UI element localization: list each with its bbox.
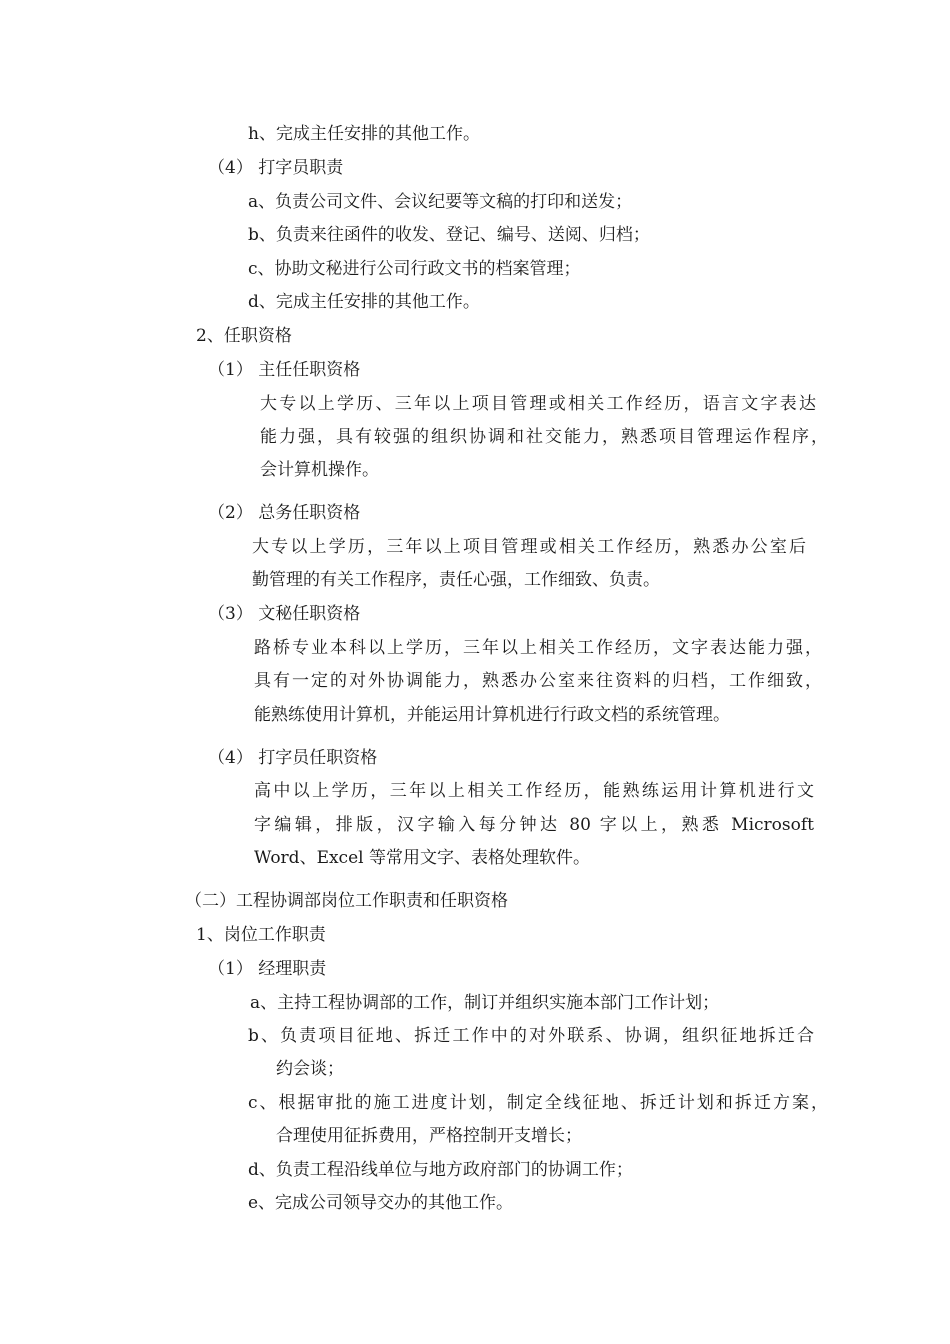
list-item-continuation: 合理使用征拆费用，严格控制开支增长；	[276, 1126, 582, 1146]
sub-heading: （2） 总务任职资格	[208, 503, 361, 523]
paragraph-line: 能熟练使用计算机，并能运用计算机进行行政文档的系统管理。	[254, 705, 730, 725]
paragraph-line: 大专以上学历，三年以上项目管理或相关工作经历，熟悉办公室后	[252, 537, 806, 557]
list-item: c、根据审批的施工进度计划，制定全线征地、拆迁计划和拆迁方案，	[248, 1093, 828, 1113]
section-heading: 1、岗位工作职责	[196, 925, 326, 945]
list-item: d、负责工程沿线单位与地方政府部门的协调工作；	[248, 1160, 633, 1180]
chapter-heading: （二）工程协调部岗位工作职责和任职资格	[185, 891, 508, 911]
sub-heading: （3） 文秘任职资格	[208, 604, 361, 624]
paragraph-line: 会计算机操作。	[260, 460, 379, 480]
list-item: b、负责来往函件的收发、登记、编号、送阅、归档；	[248, 225, 650, 245]
paragraph-line: Word、Excel 等常用文字、表格处理软件。	[254, 848, 590, 868]
paragraph-line: 勤管理的有关工作程序，责任心强，工作细致、负责。	[252, 570, 660, 590]
paragraph-line: 字编辑，排版，汉字输入每分钟达 80 字以上，熟悉 Microsoft	[254, 815, 814, 835]
list-item: a、主持工程协调部的工作，制订并组织实施本部门工作计划；	[250, 993, 720, 1013]
sub-heading: （4） 打字员任职资格	[208, 748, 378, 768]
paragraph-line: 高中以上学历，三年以上相关工作经历，能熟练运用计算机进行文	[254, 781, 814, 801]
list-item: a、负责公司文件、会议纪要等文稿的打印和送发；	[248, 192, 633, 212]
list-item: c、协助文秘进行公司行政文书的档案管理；	[248, 259, 581, 279]
paragraph-line: 具有一定的对外协调能力，熟悉办公室来往资料的归档，工作细致，	[254, 671, 822, 691]
paragraph-line: 能力强，具有较强的组织协调和社交能力，熟悉项目管理运作程序，	[260, 427, 828, 447]
sub-heading: （1） 主任任职资格	[208, 360, 361, 380]
list-item: h、完成主任安排的其他工作。	[248, 124, 480, 144]
paragraph-line: 路桥专业本科以上学历，三年以上相关工作经历，文字表达能力强，	[254, 638, 822, 658]
sub-heading: （1） 经理职责	[208, 959, 327, 979]
list-item-continuation: 约会谈；	[276, 1059, 344, 1079]
paragraph-line: 大专以上学历、三年以上项目管理或相关工作经历，语言文字表达	[260, 394, 816, 414]
list-item: b、负责项目征地、拆迁工作中的对外联系、协调，组织征地拆迁合	[248, 1026, 814, 1046]
list-item: d、完成主任安排的其他工作。	[248, 292, 480, 312]
section-heading: 2、任职资格	[196, 326, 292, 346]
list-item: e、完成公司领导交办的其他工作。	[248, 1193, 514, 1213]
sub-heading: （4） 打字员职责	[208, 158, 344, 178]
